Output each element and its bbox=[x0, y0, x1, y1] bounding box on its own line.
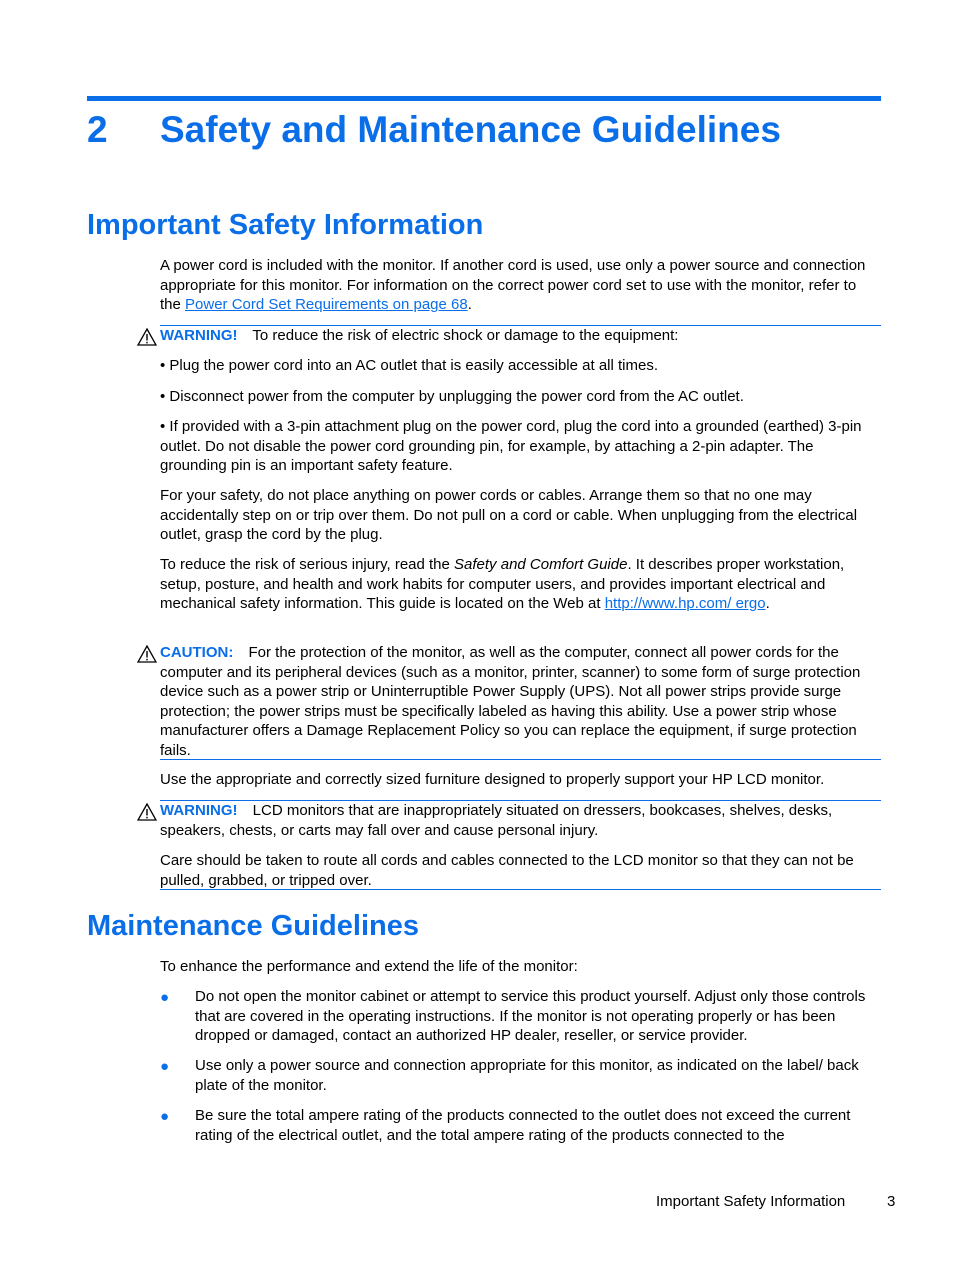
maintenance-intro: To enhance the performance and extend the life of the monitor: bbox=[160, 958, 578, 975]
caution-icon bbox=[137, 645, 157, 663]
warning-item: • Disconnect power from the computer by unplugging the power cord from the AC outlet. bbox=[160, 388, 744, 405]
chapter-top-rule bbox=[87, 96, 881, 101]
safety-intro-end: . bbox=[467, 296, 472, 313]
warning-icon bbox=[137, 328, 157, 346]
warning-2-bottom-rule bbox=[160, 889, 881, 890]
footer-section-title: Important Safety Information bbox=[656, 1193, 846, 1210]
cable-routing-paragraph: Care should be taken to route all cords and cables connected to the LCD monitor so that they can not be pulled, grabbed, or tripped over. bbox=[160, 852, 854, 889]
bullet-icon: ● bbox=[160, 1108, 170, 1125]
list-item: Use only a power source and connection appropriate for this monitor, as indicated on the label/ back plate of the monitor. bbox=[195, 1057, 859, 1094]
safety-heading: Important Safety Information bbox=[87, 209, 484, 241]
warning-icon bbox=[137, 803, 157, 821]
warning-item: • Plug the power cord into an AC outlet that is easily accessible at all times. bbox=[160, 357, 659, 374]
warning-label: WARNING! bbox=[160, 327, 238, 344]
comfort-text: To reduce the risk of serious injury, read the bbox=[160, 556, 455, 573]
list-item: Be sure the total ampere rating of the products connected to the outlet does not exceed the current rating of the electrical outlet, and the total ampere rating of the products connected to the bbox=[195, 1107, 851, 1144]
chapter-title: Safety and Maintenance Guidelines bbox=[160, 109, 781, 150]
chapter-number: 2 bbox=[87, 109, 108, 150]
caution-note bbox=[160, 643, 881, 760]
safety-intro-text: A power cord is included with the monitor. If another cord is used, use only a power source and connection appropriate for this monitor. For information on the correct power cord set to use with the monitor, refer to the bbox=[160, 257, 866, 313]
bullet-icon: ● bbox=[160, 1058, 170, 1075]
comfort-text-end: . bbox=[765, 595, 770, 612]
comfort-guide-paragraph bbox=[160, 555, 881, 614]
list-item: Do not open the monitor cabinet or attempt to service this product yourself. Adjust only those controls that are covered in the operating instructions. If the monitor is not operating properly or has been dropped or damaged, contact an authorized HP dealer, reseller, or service provider. bbox=[195, 988, 866, 1044]
warning-item: • If provided with a 3-pin attachment plug on the power cord, plug the cord into a grounded (earthed) 3-pin outlet. Do not disable the power cord grounding pin, for example, by attaching a 2-pin adapter. The grounding pin is an important safety feature. bbox=[160, 418, 862, 474]
guide-title: Safety and Comfort Guide bbox=[454, 556, 628, 573]
warning-label: WARNING! bbox=[160, 802, 238, 819]
warning-text: LCD monitors that are inappropriately situated on dressers, bookcases, shelves, desks, speakers, chests, or carts may fall over and cause personal injury. bbox=[160, 802, 833, 839]
warning-text: To reduce the risk of electric shock or damage to the equipment: bbox=[252, 327, 679, 344]
caution-bottom-rule bbox=[160, 759, 881, 760]
cord-safety-paragraph: For your safety, do not place anything on power cords or cables. Arrange them so that no one may accidentally step on or trip over them. Do not pull on a cord or cable. When unplugging from the electrical outlet, grasp the cord by the plug. bbox=[160, 487, 858, 543]
caution-label: CAUTION: bbox=[160, 644, 234, 661]
hp-ergo-link[interactable]: http://www.hp.com/ ergo bbox=[604, 595, 766, 612]
warning-1 bbox=[160, 326, 881, 346]
warning-2 bbox=[160, 801, 881, 840]
furniture-paragraph: Use the appropriate and correctly sized furniture designed to properly support your HP LCD monitor. bbox=[160, 771, 825, 788]
chapter-heading bbox=[87, 107, 781, 153]
bullet-icon: ● bbox=[160, 989, 170, 1006]
comfort-text-2: . It describes proper workstation, setup, posture, and health and work habits for computer users, and provides important electrical and mechanical safety information. This guide is located on the Web at bbox=[160, 556, 845, 612]
page-number: 3 bbox=[887, 1193, 896, 1210]
power-cord-link[interactable]: Power Cord Set Requirements on page 68 bbox=[185, 296, 468, 313]
safety-intro bbox=[160, 256, 881, 315]
caution-text: For the protection of the monitor, as well as the computer, connect all power cords for the computer and its peripheral devices (such as a monitor, printer, scanner) to some form of surge protection device such as a power strip or Uninterruptible Power Supply (UPS). Not all power strips provide surge protection; the power strips must be specifically labeled as having this ability. Use a power strip whose manufacturer offers a Damage Replacement Policy so you can replace the equipment, if surge protection fails. bbox=[160, 644, 861, 759]
maintenance-heading: Maintenance Guidelines bbox=[87, 910, 419, 942]
